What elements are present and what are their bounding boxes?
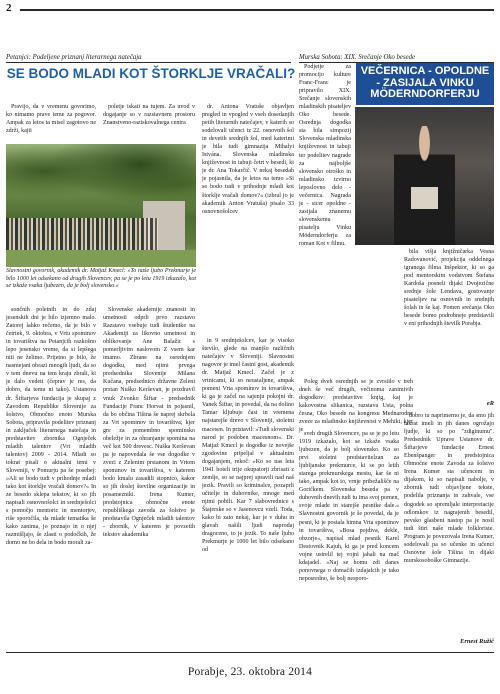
article2-column2: sveh drugih Slovencev, pa se je po letu 1919 izkazalo, kot se izkaže vsaka ljubezen, da je bolj slovensko. Ko so prvi stoletni predstavitelzan za ljubljanske prekmurce, ki se po letih starega prekmurskega mestu, kar še ni tako, ampak kot to, vrnje pribežališče na Goričkem. Slovenska beseda pa v duhovnih dnevih tudi tu ima svoj pomen, svoje mlade in starejše pesnike dale.« Slavnostni govornik je še povedal, da je pesni, ki je postala himna Vrta spominov in tovarištva, »Bosa pojdiva, dekle, obzorje«, napisal mlad pesnik Karel Destovnik Kajuh, ki ga je pred koncem vojne ustrelil tej vojni jahali na mač kdajadel. »Naj se homu zdi danes ponovnega o domačih izdajalcih je tako neposredno, še bolj nesporo-: [299, 431, 399, 582]
article2-column3: bila višja knjižničarka Vesna Radovanović, projekcija oddelnega igranega filma Inšpektor, ki so ga pod mentorskim vodstvom Štefana Kardoša posneli dijaki Dvojezične srednje šole Lendava, gostovanje pisateljev na osnovnih in srednjih šolah in še kaj. Pomen srečanja Oko besede bomo podrobneje predstavili v eni prihodnjih številk Porabja.: [404, 249, 494, 328]
article2-signature-short: eR: [486, 400, 494, 407]
author-photo: [355, 107, 494, 245]
page-number: 2: [6, 2, 12, 14]
footer-rule: [6, 652, 494, 653]
article1-column1-top: Pravijo, da v vremenu govorimo, ko nimamo prave teme za pogovor. Ampak za letos ta misel zagotovo ne zdrži, kajti: [6, 104, 96, 135]
article1-kicker: Petanjci: Podeljene priznanj literarnega natečaja: [6, 54, 142, 61]
article2-kicker: Murska Sobota: XIX. Srečanje Oko besede: [299, 54, 416, 61]
article2-column1: Podjetje za promocijo kulture Franc-Franc je pripravilo XIX. Srečanje slovenskih mladinskih pisateljev Oko besede. Osrednja dogodka sta bila simpozij Slovenska mladinska književnost in tabuji ter podelitev nagrade za najboljše slovensko otroško in mladinsko izvirno leposlovno delo - večernica. Nagrada je - sicer opoldne - zasijala znanemu slovenskemu pisatelju Vinku Möderndorferju za roman Kot v filmu.: [299, 64, 351, 248]
article1-body-column3: in 9 srednješolcev, kar je visoko število, glede na manjšo različnih natečajev v Sloveniji. Slavnostni nagovor je imel častni gost, akademik dr. Matjaž Kmecl. Začel je z vrtnicami, ki so neustaljene, ampak pomeni Vrta spominov in tovarištva, ki ga je začel na sajenju pokojni dr. Vanek Šiftar, in povedal, da na dolino Tamar kljubuje časi in vremena najstarejše drevo v Sloveniji, stoletni macesen. In pristavil: »Tudi slovenski narod je podoben macesnom«. Dr. Matjaž Kmecl je dogodke iz novejše zgodovine pripeljal v aktualnim dogajanjem, rekoč: »Ko so nas leta 1941 hoteli trije okupatorji zbrisati z zemlje, so se najprej spravili nad naš jezik. Pravili so kriminalce, pozaprli učitelje in duhovnike, mnoge med njimi pobili. Kar 7 slabovrednice s Štajerske so v Jasenovcu vzeli. Toda, kako bi zato nekaj, kar je v duhu in glavah našili ljudi naprodaj dragoceno, to je jezik. To naše ljubo Prekmurje je 1000 let bilo odsekano od: [202, 338, 294, 554]
article1-body-column2: Slovenske akademije znanosti in umetnosti odprli prvo razstavo Razstavo vsebuje tudi študentke na Akademiji za likovno umetnost in oblikovanje Ane Balažic s pomerljivim naslovom Z vsem kar imamo. Zbrane na osrednjem dogodku, med njimi prvega predsednika Slovenije Milana Kučana, predsednico državne Zeleni prstan Nuško Kerševan, je pozdravil vnuk Zvonko Šiftar - predsednik Fundacije Franc Horvat in pojasnil, da bo občina Tišina še naprej skrbela za Vrt spominov in tovarištva; kjer gre za pomembno spominsko obeležje in za ohranjanje spomina na več kot 500 drevesc. Nuška Kerševan pa je napovedala še vse dogodke v zvezi z Zelenim prstanom in Vrtom spominov in tovarištva, v katerem bodo kmalu zasadili stopnico, kakor so jih doslej številne organizacije in posamezniki. Irena Kumer, predstojnica območne enote republiškega zavoda za šolstvo je predstavila Ognječek mladih talentov - zbornik, v katerem je povzetih tekstov akademika: [103, 307, 195, 539]
page-footer: Porabje, 23. oktobra 2014: [187, 666, 313, 678]
article2-column1b: Poleg dveh osrednjih se je zvrstilo v treh dneh še več drugih, večinoma zanimivih dogodkov: predstavitve knjig, kaj je kakovostna slikanica, razstava Usta, polna česna, Oko besede na kongresu Mednarodne zveze za mladinsko književnost v Mehiki, kjer je: [299, 379, 413, 434]
article1-column2-top: poletje iskati na tujem. Za uvod v dogajanje so v razstavnem prostoru Znanstveno-raziskovalnega centra: [103, 104, 195, 127]
article1-column3: dr. Antona Vratuše objavljen pregled in vpogled v vseh dosedanjih petih literarnih natečajev, v katerih so sodelovali učenci iz 22. osnovnih šol in devetih srednjih šol, med katerimi je bila tudi gimnazija Mihalyi Istvána. Slovenska mladinska književnost in tabuji četrt v besedi, ki je dr. Ana Tokarčič. V nekaj besedah je pojasnila, da je letos na temo »Si se bodo tudi v prihodnje mladi kot štorklje vračali domov?« (izbral jo je akademik Anton Vratuša) pisalo 33 osnovnošolcev: [202, 104, 294, 215]
author-illustration: [394, 126, 455, 245]
photo-caption: Slavnostni govornik, akademik dr. Matjaž Kmecl: »To naše ljubo Prekmurje je bilo 1000 let odsekano od drugih Slovencev, pa se je po letu 1919 izkazalo, kot se izkaže vsaka ljubezen, da je bolj slovensko.«: [6, 268, 196, 290]
article1-author-signature: Ernest Ružič: [460, 638, 494, 645]
article1-kicker-rule: [6, 62, 291, 63]
lawn-illustration: [6, 250, 196, 267]
article2-title: VEČERNICA - OPOLDNE - ZASIJALA VINKU MÖDERNDORFERJU: [360, 65, 490, 100]
top-rule: [20, 9, 494, 11]
book-illustration: [411, 187, 439, 209]
ceremony-photo: [6, 144, 196, 267]
audience-illustration: [6, 218, 158, 252]
article1-body-column1: sončnih poletnih in do zdaj jesenskih dni je bilo izjemno malo. Zatorej lahko rečemo, da je bilo v četrtek, 9. oktobra, v Vrtu spominov in tovarištva na Petanjcih razkošno lepo jesensko vreme, da si lepšega niti ne želimo. Prijetno je bilo, že nasmejani obrazi mnogih ljudi, da so v tem dnevu na tem kraju zbrali, ki je dalo vedeti (čeprav je res, da dobro, da temu ni tako). Ustanova dr. Šiftarjeva fundacija je skupaj z Zavodom Republike Slovenije za šolstvo, Območno enoto Murska Sobota, pripravila podelitev priznanj in zaključek literarnega natečaja in predstavitev zbornika Ognječek mladih talentov (Vrt mladih talentov) 2009 - 2014. Mladi so tokrat pisali o aktualni temi v Sloveniji, v Pomurju pa še posebej: »Ali se bodo tudi v prihodnje mladi tako kot štorklje vračali domov?« In ze besedo sklepa tekstov, ki so jih napisali osnovnošolci in srednješolci s pomočjo mentoric in mentorjev, riše sporočila, da mlade tematika še kako zanima, jo poznajo in o njej razmišljajo, še zlasti o podočkih, že dorno ne bo dela in bodo morali za-: [6, 307, 96, 547]
article2-column4: dobro tu naprimerno je, da smo jih takrat imeli in jih danes ogrožajo ljudje, ki so po "zdiginumu". Predsednik Uprave Ustanove dr. Šiftarjeve fundacije Ernest Ebenšpanger in predstojnica Območne enote Zavoda za šolstvo Irena Kumer sta učencem in dijakom, ki so napisali nabolje, v zbornik tudi objavljene tekste, podelila priznanja in zahvale, vse dogodek so spremljale interpretacije odlomkov iz nagrajenih besedil, pevsko glasbeni nastop pa je nosil tudi štiri naše mlade folkloriste. Program je povezovala Irena Kumer, sodelovali pa so učenke in učenci Osnovne šole Tišina in dijaki murskosoboške Gimnazije.: [404, 413, 494, 564]
article1-title: SE BODO MLADI KOT ŠTORKLJE VRAČALI?: [6, 66, 296, 81]
article2-title-box: [356, 63, 494, 105]
